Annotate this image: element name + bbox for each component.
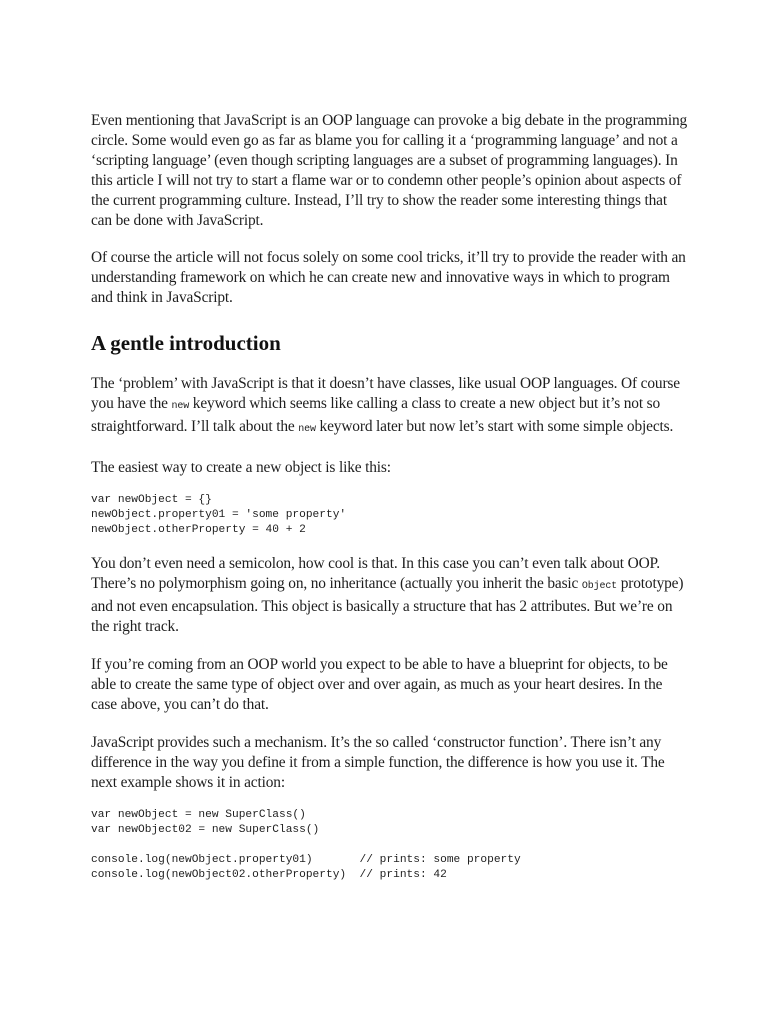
inline-code-new: new xyxy=(171,401,190,412)
text-run: The ‘problem’ with JavaScript is that it doesn’t have classes, like usual OOP languages. Of course you have the xyxy=(91,375,680,412)
text-run: You don’t even need a semicolon, how cool is that. In this case you can’t even talk about OOP. There’s no polymorphism going on, no inheritance (actually you inherit the basic xyxy=(91,555,660,592)
code-block-constructor: var newObject = new SuperClass() var newObject02 = new SuperClass() xyxy=(91,809,320,836)
text-run: prototype) and not even encapsulation. This object is basically a structure that has 2 attributes. But we’re on the right track. xyxy=(91,575,684,635)
inline-code-new: new xyxy=(298,424,316,435)
easiest-way-paragraph: The easiest way to create a new object is like this: xyxy=(91,459,391,476)
inline-code-object: Object xyxy=(581,581,618,592)
text-run: keyword which seems like calling a class to create a new object but it’s not so straightforward. I’ll talk about the xyxy=(91,395,661,435)
code-block-console-log: console.log(newObject.property01) // prints: some property console.log(newObject02.otherProperty) // prints: 42 xyxy=(91,854,521,881)
semicolon-paragraph xyxy=(91,554,691,637)
article-focus-paragraph: Of course the article will not focus solely on some cool tricks, it’ll try to provide the reader with an understanding framework on which he can create new and innovative ways in which to program and think in JavaScript. xyxy=(91,249,686,306)
text-run: keyword later but now let’s start with some simple objects. xyxy=(315,418,674,435)
code-block-object-literal: var newObject = {} newObject.property01 = 'some property' newObject.otherProperty = 40 + 2 xyxy=(91,494,347,536)
document-page xyxy=(91,104,691,883)
blueprint-paragraph: If you’re coming from an OOP world you expect to be able to have a blueprint for objects, to be able to create the same type of object over and over again, as much as your heart desires. In the case above, you can’t do that. xyxy=(91,656,668,713)
constructor-paragraph: JavaScript provides such a mechanism. It’s the so called ‘constructor function’. There isn’t any difference in the way you define it from a simple function, the difference is how you use it. The next example shows it in action: xyxy=(91,734,665,791)
classes-paragraph xyxy=(91,374,691,440)
intro-paragraph: Even mentioning that JavaScript is an OOP language can provoke a big debate in the programming circle. Some would even go as far as blame you for calling it a ‘programming language’ and not a ‘scripting language’ (even though scripting languages are a subset of programming languages). In this article I will not try to start a flame war or to condemn other people’s opinion about aspects of the current programming culture. Instead, I’ll try to show the reader some interesting things that can be done with JavaScript. xyxy=(91,112,688,229)
section-heading: A gentle introduction xyxy=(91,331,281,355)
